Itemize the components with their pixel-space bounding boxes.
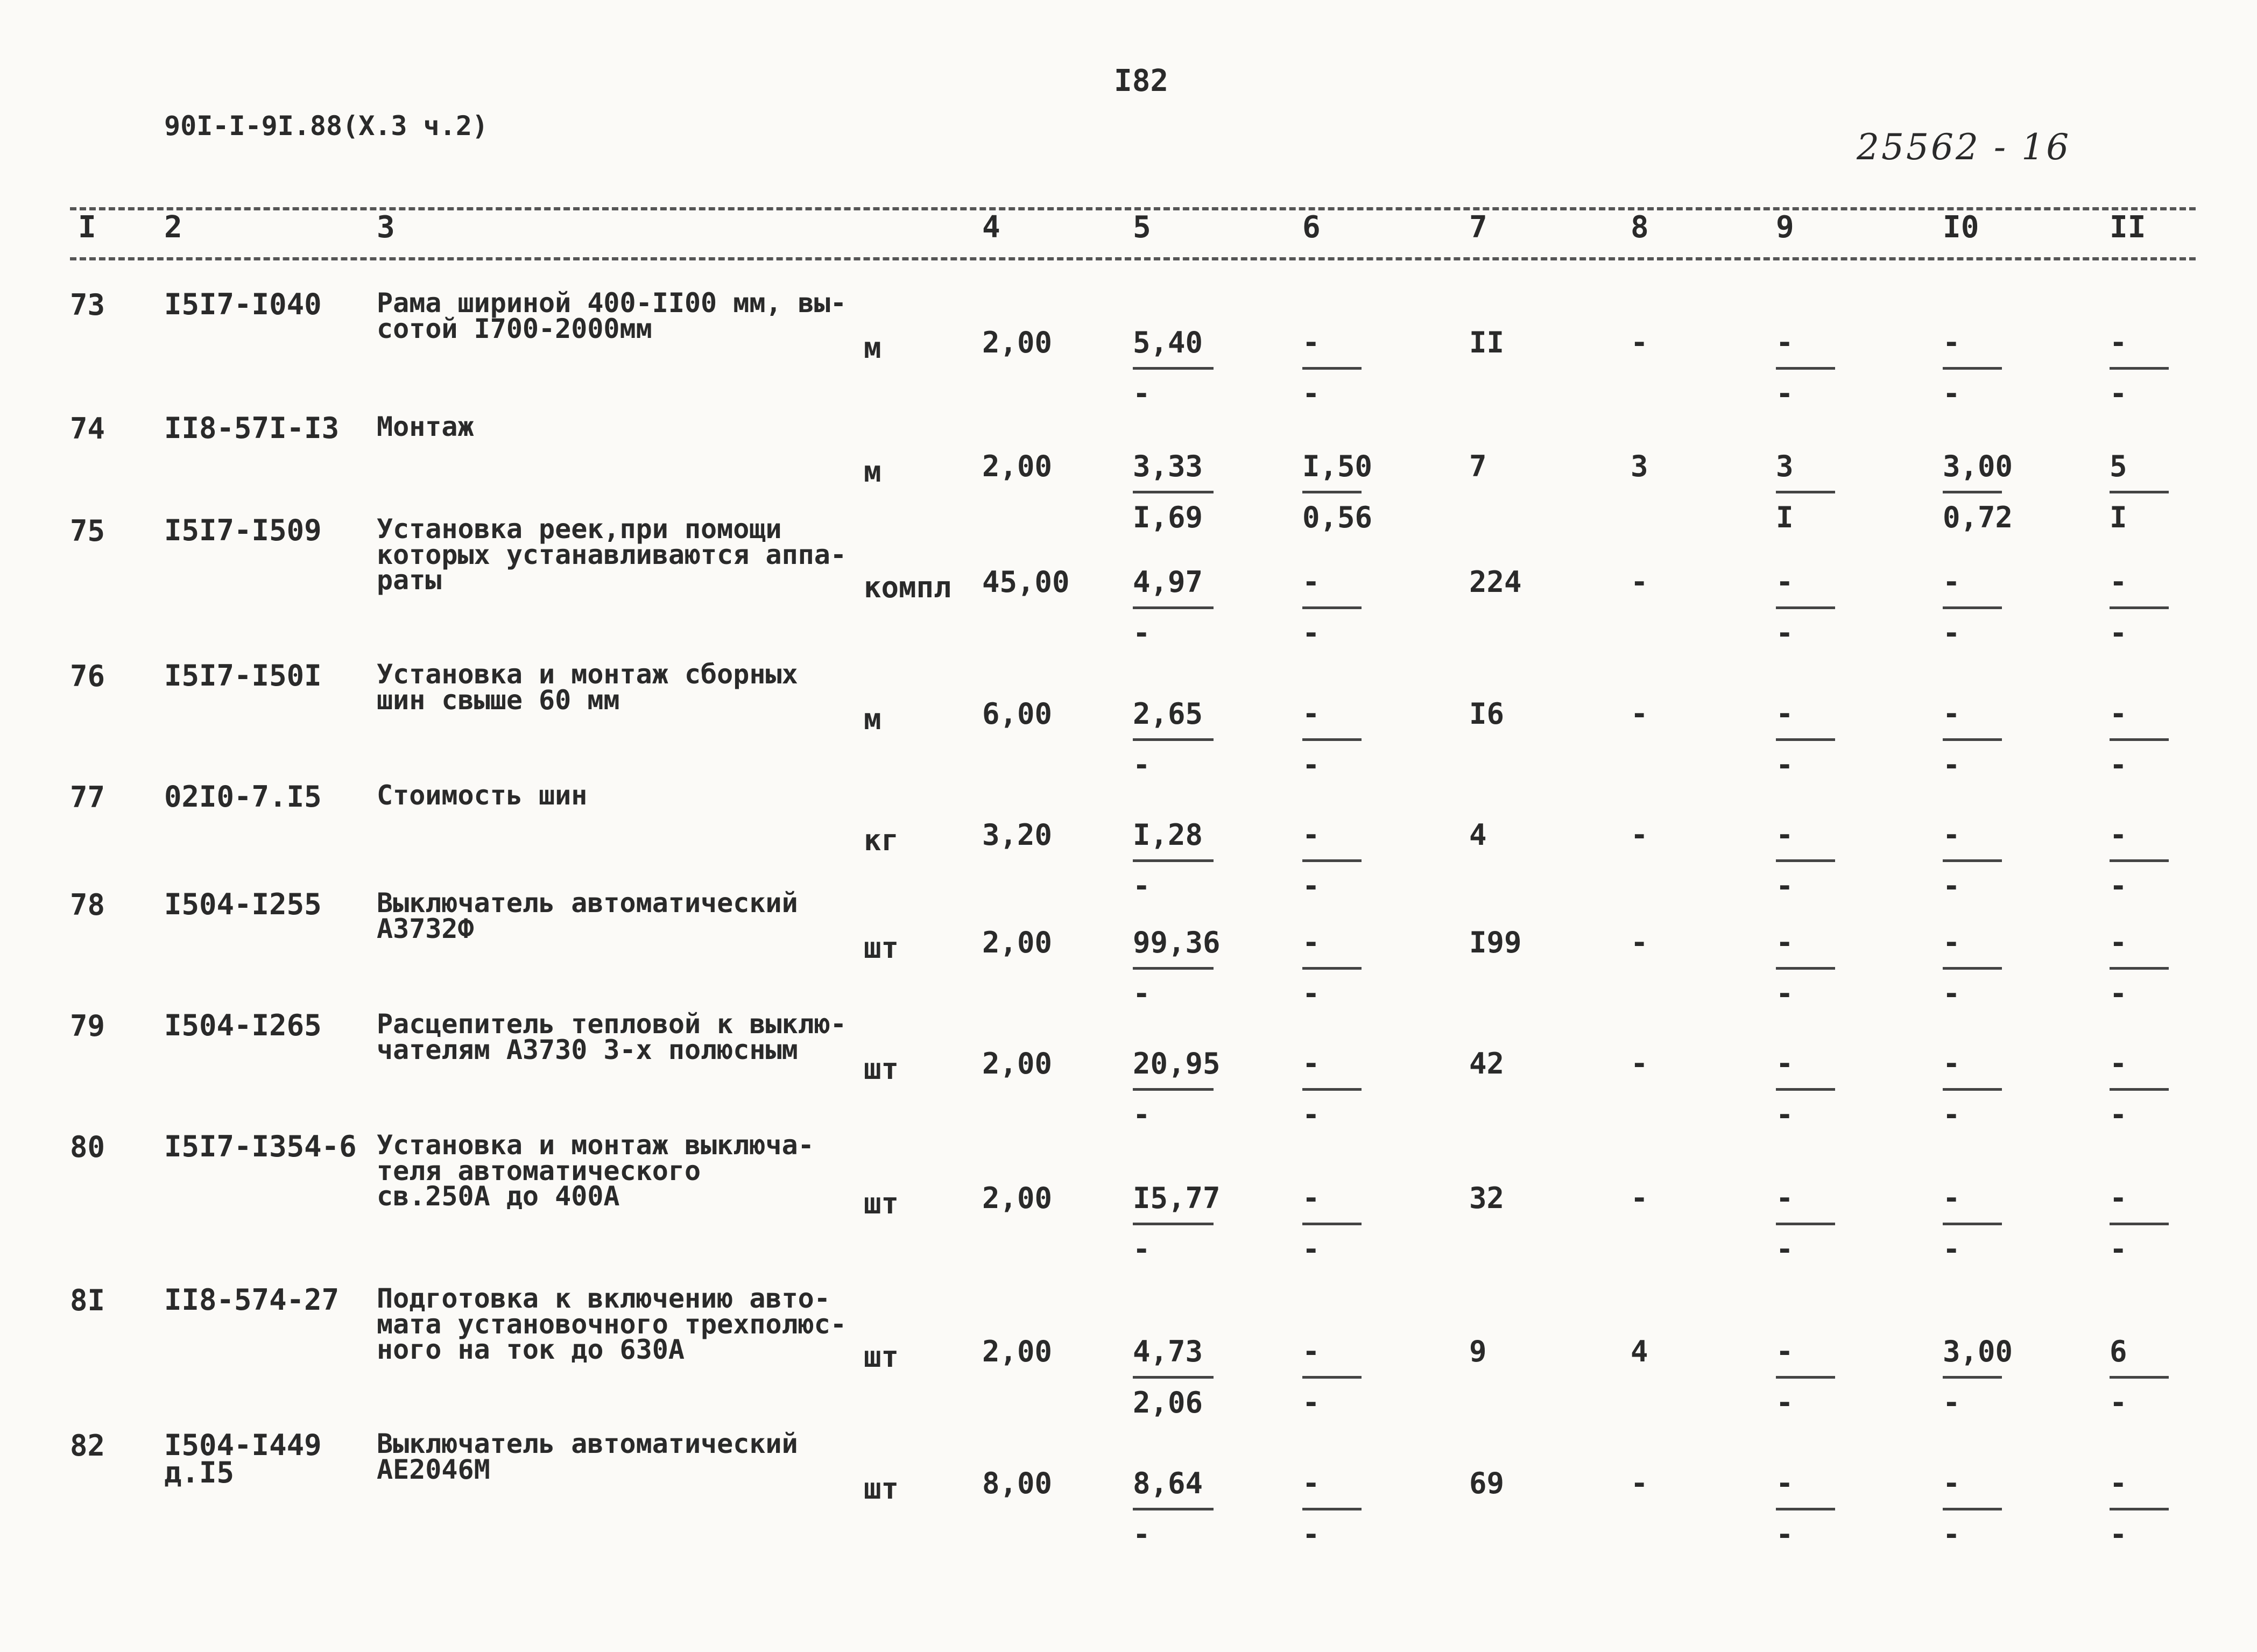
row-c9-fraction [1776, 449, 1867, 536]
row-c7: II [1469, 326, 1505, 359]
row-c11-fraction [2110, 1337, 2201, 1422]
row-c8: - [1631, 1466, 1648, 1500]
fraction-numerator: 8,64 [1133, 1466, 1203, 1500]
fraction-denominator: - [1776, 748, 1794, 782]
row-c5-fraction [1133, 1181, 1224, 1268]
fraction-bar [1776, 859, 1835, 862]
row-description: Установка и монтаж выключа- теля автоматического св.250А до 400А [377, 1129, 814, 1212]
row-c6-fraction [1302, 1466, 1394, 1554]
column-header-3: 3 [377, 210, 395, 245]
fraction-denominator: - [1943, 1386, 1960, 1420]
fraction-denominator: - [2110, 869, 2127, 903]
row-code: II8-57I-I3 [164, 411, 340, 445]
fraction-bar [2110, 1088, 2169, 1091]
fraction-bar [1302, 738, 1362, 741]
row-unit: м [864, 331, 881, 365]
fraction-numerator: - [1776, 1047, 1794, 1081]
row-code: I504-I449 д.I5 [164, 1428, 322, 1490]
row-c9-fraction [1776, 1181, 1867, 1268]
fraction-numerator: 3,00 [1943, 449, 2013, 483]
row-c8: 3 [1631, 449, 1648, 483]
fraction-bar [2110, 738, 2169, 741]
row-unit: шт [864, 931, 899, 965]
row-quantity: 2,00 [982, 1335, 1053, 1368]
row-c6-fraction [1302, 449, 1394, 536]
row-code: 02I0-7.I5 [164, 780, 322, 814]
row-c10-fraction [1943, 1337, 2034, 1422]
document-code: 90I-I-9I.88(X.3 ч.2) [164, 110, 489, 142]
fraction-bar [1302, 1088, 1362, 1091]
row-c9-fraction [1776, 818, 1867, 905]
fraction-denominator: 0,56 [1302, 500, 1373, 534]
fraction-numerator: - [2110, 697, 2127, 731]
column-header-1: I [78, 210, 96, 245]
row-number: 79 [70, 1009, 105, 1043]
row-description: Подготовка к включению авто- мата установочного трехполюс- ного на ток до 630А [377, 1283, 847, 1365]
fraction-bar [1776, 1508, 1835, 1510]
fraction-bar [1943, 1223, 2002, 1225]
row-description: Стоимость шин [377, 780, 588, 811]
row-number: 78 [70, 888, 105, 922]
row-c5-fraction [1133, 449, 1224, 536]
fraction-denominator: - [1302, 1386, 1320, 1420]
row-c7: 69 [1469, 1466, 1505, 1500]
fraction-bar [1943, 606, 2002, 609]
row-c7: 224 [1469, 565, 1522, 599]
row-c8: - [1631, 565, 1648, 599]
row-quantity: 2,00 [982, 449, 1053, 483]
fraction-numerator: 3 [1776, 449, 1794, 483]
row-code: I504-I255 [164, 887, 322, 921]
fraction-denominator: - [1776, 377, 1794, 411]
row-c11-fraction [2110, 328, 2201, 413]
row-c11-fraction [2110, 449, 2201, 536]
fraction-denominator: - [1302, 977, 1320, 1011]
fraction-numerator: - [1302, 697, 1320, 731]
fraction-denominator: 2,06 [1133, 1386, 1203, 1420]
column-header-4: 4 [982, 210, 1000, 245]
fraction-denominator: - [1776, 869, 1794, 903]
row-description: Выключатель автоматический АЕ2046М [377, 1428, 798, 1485]
fraction-bar [2110, 1508, 2169, 1510]
fraction-numerator: 5,40 [1133, 326, 1203, 359]
row-c5-fraction [1133, 818, 1224, 905]
row-c11-fraction [2110, 928, 2201, 1013]
fraction-numerator: 3,33 [1133, 449, 1203, 483]
row-c9-fraction [1776, 328, 1867, 413]
row-c6-fraction [1302, 1049, 1394, 1134]
row-c5-fraction [1133, 1049, 1224, 1134]
fraction-denominator: - [1133, 977, 1151, 1011]
fraction-denominator: - [2110, 1517, 2127, 1551]
fraction-denominator: - [1302, 1517, 1320, 1551]
row-description: Выключатель автоматический А3732Ф [377, 887, 798, 944]
fraction-denominator: - [1302, 869, 1320, 903]
row-unit: шт [864, 1340, 899, 1374]
fraction-numerator: - [1776, 1335, 1794, 1368]
row-c10-fraction [1943, 928, 2034, 1013]
fraction-numerator: - [1776, 326, 1794, 359]
row-c10-fraction [1943, 1181, 2034, 1268]
row-c5-fraction [1133, 1466, 1224, 1554]
fraction-denominator: - [1302, 1098, 1320, 1132]
fraction-denominator: - [1943, 1098, 1960, 1132]
fraction-numerator: 3,00 [1943, 1335, 2013, 1368]
row-unit: м [864, 455, 881, 489]
fraction-denominator: 0,72 [1943, 500, 2013, 534]
row-c8: - [1631, 926, 1648, 959]
fraction-bar [1776, 606, 1835, 609]
fraction-denominator: I [1776, 500, 1794, 534]
fraction-bar [1943, 491, 2002, 493]
row-c6-fraction [1302, 697, 1394, 784]
fraction-denominator: - [1133, 869, 1151, 903]
fraction-bar [1943, 967, 2002, 970]
fraction-denominator: - [1302, 616, 1320, 650]
header-rule-bottom [70, 257, 2196, 260]
fraction-numerator: - [2110, 926, 2127, 959]
fraction-bar [1776, 1223, 1835, 1225]
fraction-numerator: - [1776, 818, 1794, 852]
row-unit: компл [864, 570, 951, 604]
fraction-denominator: - [1133, 1232, 1151, 1266]
column-header-7: 7 [1469, 210, 1487, 245]
fraction-bar [1943, 738, 2002, 741]
fraction-bar [1302, 606, 1362, 609]
row-code: I504-I265 [164, 1008, 322, 1042]
row-unit: м [864, 702, 881, 736]
column-header-9: 9 [1776, 210, 1794, 245]
fraction-numerator: - [2110, 818, 2127, 852]
fraction-denominator: - [1943, 377, 1960, 411]
row-number: 75 [70, 514, 105, 548]
fraction-numerator: 4,73 [1133, 1335, 1203, 1368]
fraction-numerator: - [1302, 1047, 1320, 1081]
row-c11-fraction [2110, 1466, 2201, 1554]
fraction-numerator: - [1943, 326, 1960, 359]
fraction-numerator: 20,95 [1133, 1047, 1221, 1081]
row-c10-fraction [1943, 697, 2034, 784]
row-c9-fraction [1776, 928, 1867, 1013]
fraction-numerator: - [1943, 1047, 1960, 1081]
fraction-bar [1943, 1088, 2002, 1091]
row-description: Расцепитель тепловой к выклю- чателям А3730 3-х полюсным [377, 1008, 847, 1065]
fraction-numerator: - [1943, 565, 1960, 599]
row-c11-fraction [2110, 1181, 2201, 1268]
fraction-denominator: - [1943, 748, 1960, 782]
row-description: Монтаж [377, 411, 474, 442]
fraction-bar [2110, 967, 2169, 970]
row-c9-fraction [1776, 697, 1867, 784]
fraction-bar [1133, 1088, 1214, 1091]
row-code: I5I7-I50I [164, 659, 322, 693]
column-header-5: 5 [1133, 210, 1151, 245]
fraction-denominator: - [1776, 1517, 1794, 1551]
row-unit: шт [864, 1052, 899, 1086]
row-c10-fraction [1943, 328, 2034, 413]
fraction-denominator: - [2110, 977, 2127, 1011]
fraction-numerator: 4,97 [1133, 565, 1203, 599]
fraction-bar [2110, 367, 2169, 370]
fraction-bar [1943, 367, 2002, 370]
fraction-denominator: - [1302, 377, 1320, 411]
fraction-denominator: - [2110, 1386, 2127, 1420]
fraction-bar [1302, 491, 1362, 493]
fraction-denominator: - [1943, 1517, 1960, 1551]
fraction-denominator: - [2110, 616, 2127, 650]
fraction-denominator: I,69 [1133, 500, 1203, 534]
row-c9-fraction [1776, 1337, 1867, 1422]
fraction-numerator: - [1943, 818, 1960, 852]
row-c8: - [1631, 1181, 1648, 1215]
row-number: 8I [70, 1283, 105, 1317]
row-number: 77 [70, 780, 105, 814]
row-c7: 32 [1469, 1181, 1505, 1215]
fraction-numerator: - [1302, 926, 1320, 959]
fraction-bar [1943, 859, 2002, 862]
row-c5-fraction [1133, 328, 1224, 413]
fraction-denominator: - [1133, 1517, 1151, 1551]
fraction-denominator: - [1943, 616, 1960, 650]
fraction-bar [1133, 491, 1214, 493]
column-header-6: 6 [1302, 210, 1321, 245]
row-c6-fraction [1302, 818, 1394, 905]
row-c8: - [1631, 1047, 1648, 1081]
row-c6-fraction [1302, 1181, 1394, 1268]
row-c9-fraction [1776, 1466, 1867, 1554]
fraction-numerator: - [2110, 1181, 2127, 1215]
row-unit: шт [864, 1187, 899, 1220]
row-number: 82 [70, 1429, 105, 1463]
fraction-bar [1302, 1508, 1362, 1510]
fraction-bar [1133, 859, 1214, 862]
row-c10-fraction [1943, 565, 2034, 652]
row-code: II8-574-27 [164, 1283, 340, 1317]
fraction-numerator: - [1302, 326, 1320, 359]
fraction-denominator: - [2110, 377, 2127, 411]
row-c10-fraction [1943, 818, 2034, 905]
fraction-denominator: - [2110, 748, 2127, 782]
fraction-numerator: - [2110, 1047, 2127, 1081]
row-quantity: 8,00 [982, 1466, 1053, 1500]
fraction-bar [1776, 1088, 1835, 1091]
row-unit: кг [864, 823, 899, 857]
fraction-denominator: - [1302, 748, 1320, 782]
row-description: Установка и монтаж сборных шин свыше 60 мм [377, 659, 798, 716]
row-c8: 4 [1631, 1335, 1648, 1368]
fraction-bar [1133, 367, 1214, 370]
row-c8: - [1631, 818, 1648, 852]
fraction-denominator: - [1776, 1386, 1794, 1420]
fraction-denominator: - [2110, 1098, 2127, 1132]
fraction-bar [1133, 967, 1214, 970]
fraction-numerator: 5 [2110, 449, 2127, 483]
fraction-numerator: - [2110, 565, 2127, 599]
fraction-numerator: - [1776, 926, 1794, 959]
column-header-2: 2 [164, 210, 182, 245]
row-c11-fraction [2110, 697, 2201, 784]
row-number: 73 [70, 288, 105, 322]
row-c6-fraction [1302, 928, 1394, 1013]
fraction-numerator: - [1943, 697, 1960, 731]
fraction-numerator: I,50 [1302, 449, 1373, 483]
fraction-denominator: - [1133, 616, 1151, 650]
fraction-bar [2110, 859, 2169, 862]
row-number: 74 [70, 412, 105, 446]
row-c11-fraction [2110, 818, 2201, 905]
fraction-bar [1302, 1376, 1362, 1379]
column-header-8: 8 [1631, 210, 1649, 245]
row-c10-fraction [1943, 1466, 2034, 1554]
fraction-numerator: - [1302, 1335, 1320, 1368]
fraction-numerator: - [2110, 1466, 2127, 1500]
fraction-denominator: - [1943, 869, 1960, 903]
fraction-numerator: - [1776, 565, 1794, 599]
fraction-numerator: - [1302, 565, 1320, 599]
fraction-denominator: - [1776, 977, 1794, 1011]
fraction-numerator: I5,77 [1133, 1181, 1221, 1215]
row-description: Рама шириной 400-II00 мм, вы- сотой I700-2000мм [377, 287, 847, 344]
row-quantity: 2,00 [982, 1181, 1053, 1215]
row-c7: 4 [1469, 818, 1487, 852]
fraction-bar [1943, 1508, 2002, 1510]
fraction-numerator: 6 [2110, 1335, 2127, 1368]
fraction-denominator: - [1133, 1098, 1151, 1132]
row-c8: - [1631, 697, 1648, 731]
fraction-bar [1943, 1376, 2002, 1379]
row-c11-fraction [2110, 1049, 2201, 1134]
fraction-bar [2110, 1376, 2169, 1379]
fraction-numerator: 99,36 [1133, 926, 1221, 959]
row-number: 80 [70, 1130, 105, 1164]
fraction-numerator: - [1943, 926, 1960, 959]
row-c5-fraction [1133, 1337, 1224, 1422]
fraction-bar [1776, 1376, 1835, 1379]
fraction-bar [2110, 491, 2169, 493]
fraction-bar [1133, 1508, 1214, 1510]
row-number: 76 [70, 659, 105, 693]
fraction-bar [2110, 606, 2169, 609]
row-code: I5I7-I354-6 [164, 1129, 357, 1163]
row-c7: I99 [1469, 926, 1522, 959]
row-unit: шт [864, 1472, 899, 1506]
fraction-numerator: - [1943, 1181, 1960, 1215]
fraction-denominator: - [1943, 1232, 1960, 1266]
fraction-bar [1302, 859, 1362, 862]
row-c9-fraction [1776, 565, 1867, 652]
row-c5-fraction [1133, 928, 1224, 1013]
fraction-bar [2110, 1223, 2169, 1225]
row-c5-fraction [1133, 565, 1224, 652]
fraction-bar [1776, 738, 1835, 741]
fraction-bar [1133, 1223, 1214, 1225]
fraction-bar [1133, 1376, 1214, 1379]
fraction-bar [1776, 491, 1835, 493]
fraction-denominator: - [2110, 1232, 2127, 1266]
fraction-bar [1302, 367, 1362, 370]
fraction-denominator: - [1133, 377, 1151, 411]
fraction-numerator: 2,65 [1133, 697, 1203, 731]
row-quantity: 45,00 [982, 565, 1070, 599]
fraction-bar [1133, 738, 1214, 741]
fraction-bar [1302, 1223, 1362, 1225]
fraction-bar [1133, 606, 1214, 609]
row-c10-fraction [1943, 1049, 2034, 1134]
handwritten-number: 25562 - 16 [1857, 126, 2071, 168]
page-number: I82 [1114, 63, 1169, 98]
fraction-denominator: - [1133, 748, 1151, 782]
fraction-denominator: - [1776, 1098, 1794, 1132]
fraction-numerator: I,28 [1133, 818, 1203, 852]
row-c7: I6 [1469, 697, 1505, 731]
row-c10-fraction [1943, 449, 2034, 536]
fraction-denominator: - [1776, 1232, 1794, 1266]
column-header-11: II [2110, 210, 2146, 245]
fraction-bar [1776, 367, 1835, 370]
row-code: I5I7-I040 [164, 287, 322, 321]
row-c6-fraction [1302, 1337, 1394, 1422]
row-c9-fraction [1776, 1049, 1867, 1134]
fraction-denominator: I [2110, 500, 2127, 534]
fraction-numerator: - [1302, 818, 1320, 852]
fraction-bar [1302, 967, 1362, 970]
fraction-bar [1776, 967, 1835, 970]
row-code: I5I7-I509 [164, 513, 322, 547]
fraction-numerator: - [1302, 1181, 1320, 1215]
row-quantity: 3,20 [982, 818, 1053, 852]
row-c7: 7 [1469, 449, 1487, 483]
fraction-numerator: - [1776, 697, 1794, 731]
row-quantity: 2,00 [982, 1047, 1053, 1081]
row-quantity: 2,00 [982, 326, 1053, 359]
row-c6-fraction [1302, 328, 1394, 413]
row-c6-fraction [1302, 565, 1394, 652]
row-quantity: 6,00 [982, 697, 1053, 731]
row-c8: - [1631, 326, 1648, 359]
column-header-10: I0 [1943, 210, 1979, 245]
fraction-numerator: - [1943, 1466, 1960, 1500]
row-description: Установка реек,при помощи которых устанавливаются аппа- раты [377, 513, 847, 596]
fraction-denominator: - [1776, 616, 1794, 650]
row-c11-fraction [2110, 565, 2201, 652]
row-c7: 42 [1469, 1047, 1505, 1081]
fraction-denominator: - [1943, 977, 1960, 1011]
fraction-numerator: - [1302, 1466, 1320, 1500]
row-c5-fraction [1133, 697, 1224, 784]
fraction-denominator: - [1302, 1232, 1320, 1266]
fraction-numerator: - [2110, 326, 2127, 359]
fraction-numerator: - [1776, 1466, 1794, 1500]
fraction-numerator: - [1776, 1181, 1794, 1215]
row-quantity: 2,00 [982, 926, 1053, 959]
row-c7: 9 [1469, 1335, 1487, 1368]
